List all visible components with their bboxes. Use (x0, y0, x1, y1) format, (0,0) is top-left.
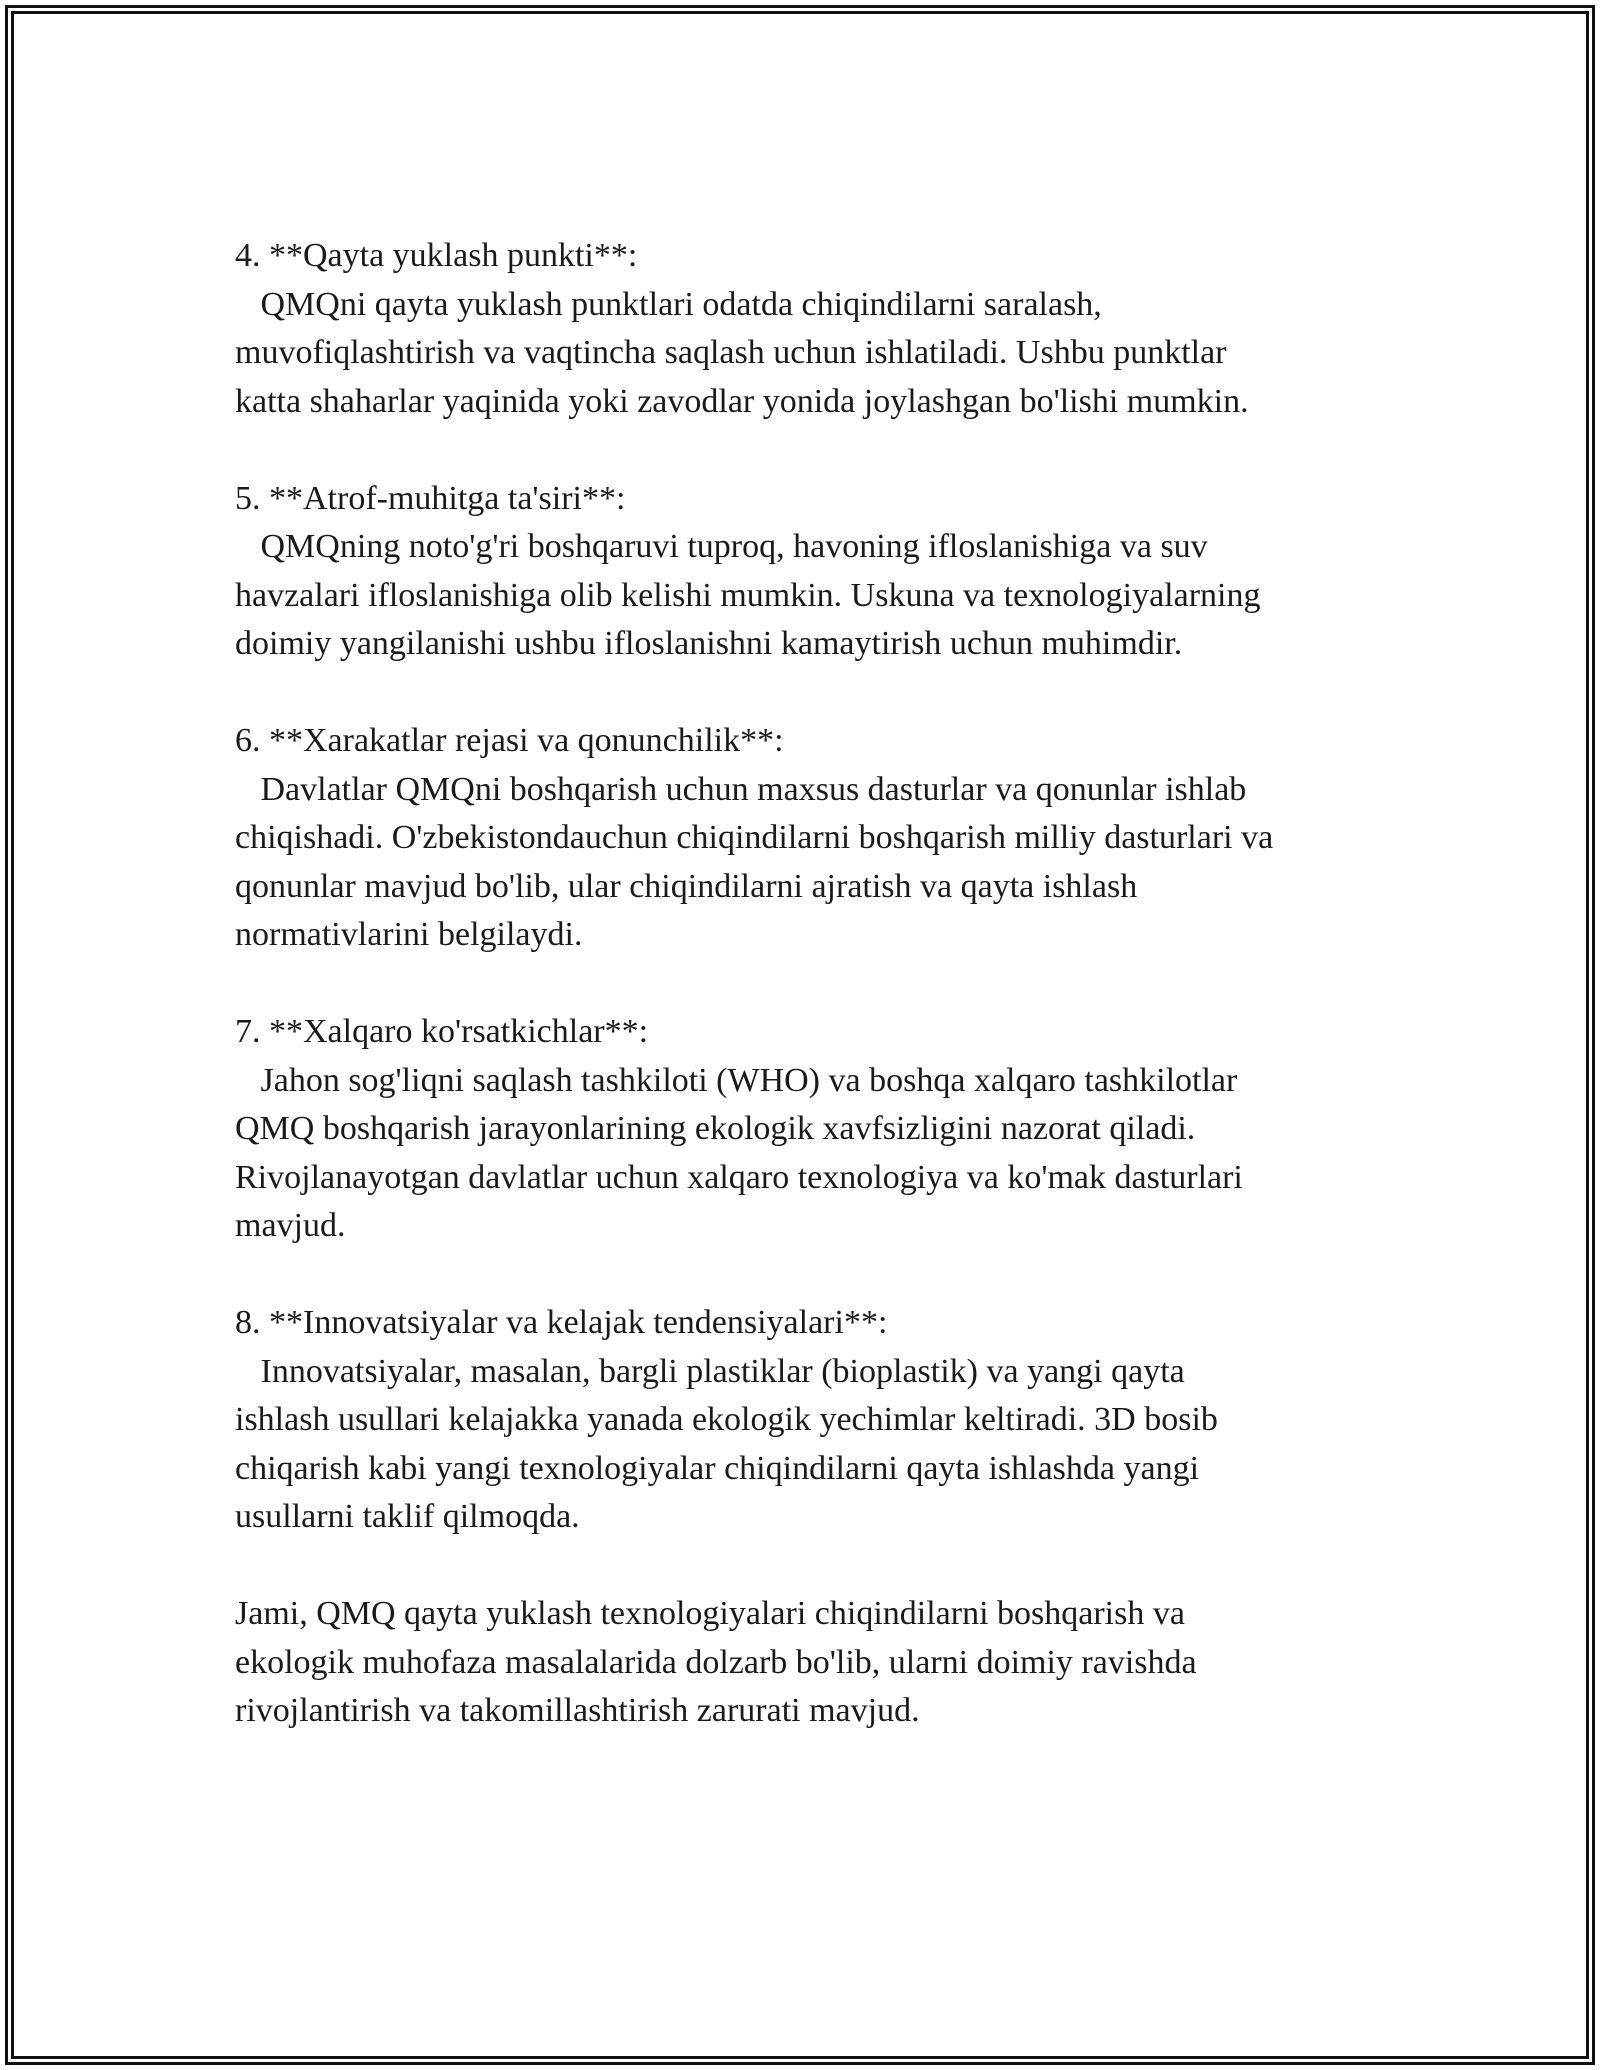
section-text-line: QMQni qayta yuklash punktlari odatda chiqindilarni saralash, (235, 285, 1102, 323)
section-text-line: normativlarini belgilaydi. (235, 916, 583, 953)
section-title: 8. **Innovatsiyalar va kelajak tendensiyalari**: (235, 1304, 888, 1341)
section-text-line: muvofiqlashtirish va vaqtincha saqlash uchun ishlatiladi. Ushbu punktlar (235, 334, 1227, 371)
section-text-line: doimiy yangilanishi ushbu ifloslanishni kamaytirish uchun muhimdir. (235, 625, 1183, 662)
section-text-line: mavjud. (235, 1207, 346, 1244)
section-innovations-trends (235, 1299, 1375, 1542)
summary-text-line: ekologik muhofaza masalalarida dolzarb bo'lib, ularni doimiy ravishda (235, 1643, 1197, 1681)
summary-text-line: Jami, QMQ qayta yuklash texnologiyalari chiqindilarni boshqarish va (235, 1595, 1185, 1632)
section-text-line: Rivojlanayotgan davlatlar uchun xalqaro texnologiya va ko'mak dasturlari (235, 1158, 1243, 1196)
section-text-line: Jahon sog'liqni saqlash tashkiloti (WHO) va boshqa xalqaro tashkilotlar (235, 1061, 1238, 1099)
section-text-line: qonunlar mavjud bo'lib, ular chiqindilarni ajratish va qayta ishlash (235, 867, 1138, 905)
section-international-indicators (235, 1008, 1375, 1251)
section-environmental-impact (235, 475, 1375, 669)
section-text-line: usullarni taklif qilmoqda. (235, 1498, 580, 1535)
section-text-line: QMQ boshqarish jarayonlarining ekologik xavfsizligini nazorat qiladi. (235, 1110, 1196, 1147)
section-text-line: Innovatsiyalar, masalan, bargli plastiklar (bioplastik) va yangi qayta (235, 1352, 1185, 1390)
section-title: 6. **Xarakatlar rejasi va qonunchilik**: (235, 722, 784, 759)
document-body (235, 232, 1375, 1784)
section-text-line: katta shaharlar yaqinida yoki zavodlar yonida joylashgan bo'lishi mumkin. (235, 382, 1249, 420)
section-text-line: havzalari ifloslanishiga olib kelishi mumkin. Uskuna va texnologiyalarning (235, 576, 1261, 614)
section-reloading-point (235, 232, 1375, 426)
section-text-line: chiqishadi. O'zbekistondauchun chiqindilarni boshqarish milliy dasturlari va (235, 819, 1274, 856)
section-title: 4. **Qayta yuklash punkti**: (235, 237, 638, 274)
section-text-line: chiqarish kabi yangi texnologiyalar chiqindilarni qayta ishlashda yangi (235, 1449, 1200, 1487)
section-title: 5. **Atrof-muhitga ta'siri**: (235, 479, 626, 517)
summary-paragraph (235, 1590, 1375, 1736)
summary-text-line: rivojlantirish va takomillashtirish zarurati mavjud. (235, 1692, 920, 1729)
section-text-line: ishlash usullari kelajakka yanada ekologik yechimlar keltiradi. 3D bosib (235, 1401, 1218, 1438)
section-action-plan-legislation (235, 717, 1375, 960)
section-text-line: QMQning noto'g'ri boshqaruvi tuproq, havoning ifloslanishiga va suv (235, 528, 1208, 565)
section-text-line: Davlatlar QMQni boshqarish uchun maxsus dasturlar va qonunlar ishlab (235, 770, 1247, 808)
section-title: 7. **Xalqaro ko'rsatkichlar**: (235, 1013, 649, 1050)
